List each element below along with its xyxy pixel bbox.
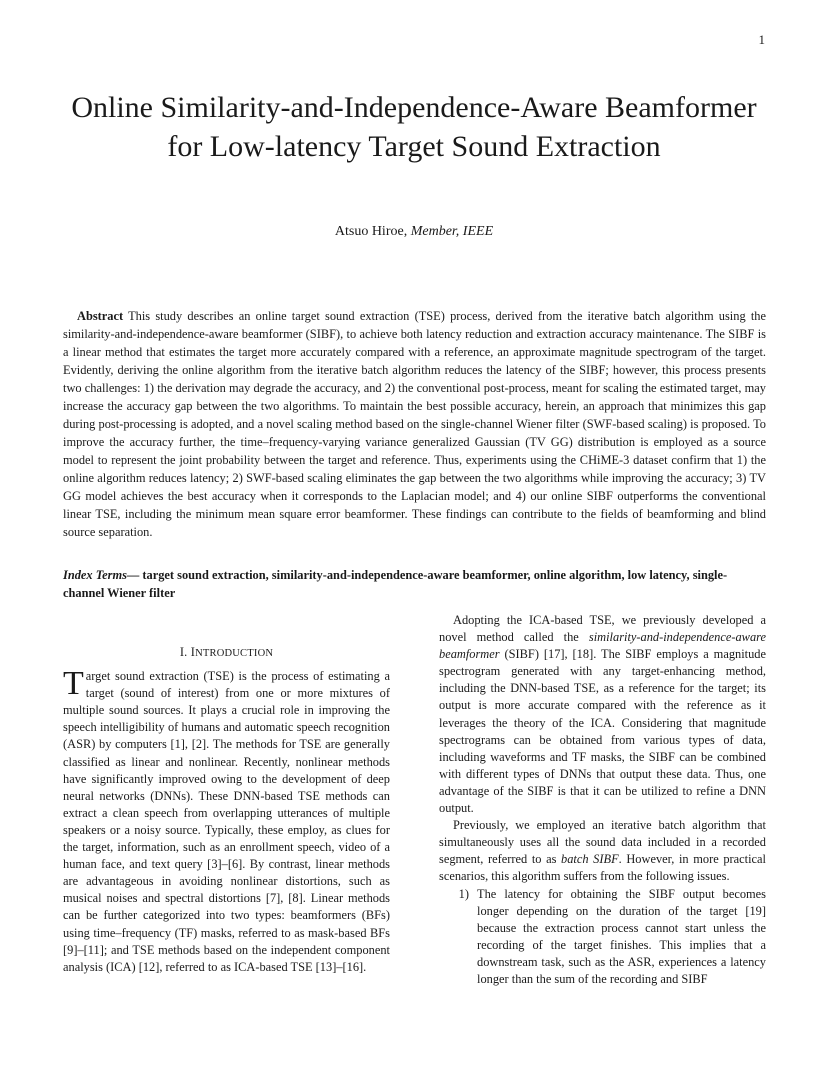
right-paragraph-2-a: Previously, we employed an iterative batch algorithm that simultaneously uses all the sound data included in a recorded segment, referred to as	[439, 818, 766, 867]
section-title-initial: I	[190, 645, 196, 659]
index-terms	[63, 566, 766, 602]
paper-title: Online Similarity-and-Independence-Aware Beamformer for Low-latency Target Sound Extraction	[71, 91, 757, 163]
right-paragraph-2-b: . However, in more practical scenarios, this algorithm suffers from the following issues.	[439, 852, 766, 884]
intro-paragraph-1-text: arget sound extraction (TSE) is the process of estimating a target (sound of interest) from one or more mixtures of multiple sound sources. It plays a crucial role in improving the speech intelligibility of humans and automatic speech recognition (ASR) by computers [1], [2]. The methods for TSE are generally classified as linear and nonlinear. Recently, nonlinear methods have significantly improved owing to the development of deep neural networks (DNNs). These DNN-based TSE methods can extract a clean speech from overlapping utterances of multiple speakers or a noisy source. Typically, these employ, as clues for the target, information, such as an enrollment speech, video of a human face, and text query [3]–[6]. By contrast, linear methods are advantageous in avoiding nonlinear distortions, such as musical noises and spectral distortions [7], [8]. Linear methods can be further categorized into two types: beamformers (BFs) using time–frequency (TF) masks, referred to as mask-based BFs [9]–[11]; and TSE methods based on the independent component analysis (ICA) [12], referred to as ICA-based TSE [13]–[16].	[63, 669, 390, 974]
list-item-number: 1)	[458, 886, 469, 901]
left-column	[63, 612, 390, 976]
abstract	[63, 307, 766, 541]
right-paragraph-1-b: (SIBF) [17], [18]. The SIBF employs a magnitude spectrogram generated with any target-enhancing method, including the DNN-based TSE, as a reference for the target; its output is more accurate compared with the reference as it leverages the theory of the ICA. Considering that magnitude spectrograms can be obtained from various types of data, including waveforms and TF masks, the SIBF can be combined with different types of DNNs that output these data. Thus, one advantage of the SIBF is that it can be utilized to refine a DNN output.	[439, 647, 766, 816]
list-item	[439, 886, 766, 989]
section-title-rest: NTRODUCTION	[195, 648, 274, 659]
page-number: 1	[758, 32, 765, 47]
right-paragraph-1-a: Adopting the ICA-based TSE, we previously developed a novel method called the	[439, 613, 766, 645]
right-paragraph-2-emphasis: batch SIBF	[561, 852, 619, 867]
list-item-text: The latency for obtaining the SIBF output becomes longer depending on the duration of the target [19] because the extraction process cannot start unless the recording of the target finishes. This implies that a downstream task, such as the ASR, experiences a latency longer than the sum of the recording and SIBF	[477, 886, 766, 986]
section-numeral: I.	[179, 645, 191, 659]
drop-cap: T	[63, 665, 84, 703]
author-name: Atsuo Hiroe,	[334, 224, 411, 239]
index-terms-label: Index Terms	[63, 568, 127, 582]
section-heading	[63, 644, 390, 662]
index-terms-text: — target sound extraction, similarity-and-independence-aware beamformer, online algorithm, low latency, single-channel Wiener filter	[63, 568, 728, 600]
intro-paragraph-1	[63, 665, 390, 976]
abstract-text: This study describes an online target sound extraction (TSE) process, derived from the iterative batch algorithm using the similarity-and-independence-aware beamformer (SIBF), to achieve both latency reduction and extraction accuracy maintenance. The SIBF is a linear method that estimates the target more accurately compared with a reference, an approximate magnitude spectrogram of the target. Evidently, deriving the online algorithm from the iterative batch algorithm reduces the latency of the SIBF; however, this process presents two challenges: 1) the derivation may degrade the accuracy, and 2) the conventional post-process, meant for scaling the estimated target, may increase the accuracy gap between the two algorithms. To maintain the best possible accuracy, herein, an approach that minimizes this gap during post-processing is adopted, and a novel scaling method based on the single-channel Wiener filter (SWF-based scaling) is proposed. To improve the accuracy further, the time–frequency-varying variance generalized Gaussian (TV GG) distribution is employed as a source model to represent the joint probability between the target and reference. Thus, experiments using the CHiME-3 dataset confirm that 1) the online algorithm reduces latency; 2) SWF-based scaling eliminates the gap between the two algorithms while improving the accuracy; 3) TV GG model achieves the best accuracy when it corresponds to the Laplacian model; and 4) our online SIBF outperforms the conventional linear TSE, including the minimum mean square error beamformer. These findings can contribute to the fields of beamforming and blind source separation.	[63, 309, 766, 539]
right-column	[439, 612, 766, 988]
author-line	[60, 224, 768, 240]
right-paragraph-1-emphasis: similarity-and-independence-aware beamformer	[439, 630, 766, 662]
author-membership: Member, IEEE	[410, 224, 494, 239]
right-paragraph-1	[439, 612, 766, 817]
right-paragraph-2	[439, 817, 766, 885]
abstract-label: Abstract	[77, 309, 124, 323]
